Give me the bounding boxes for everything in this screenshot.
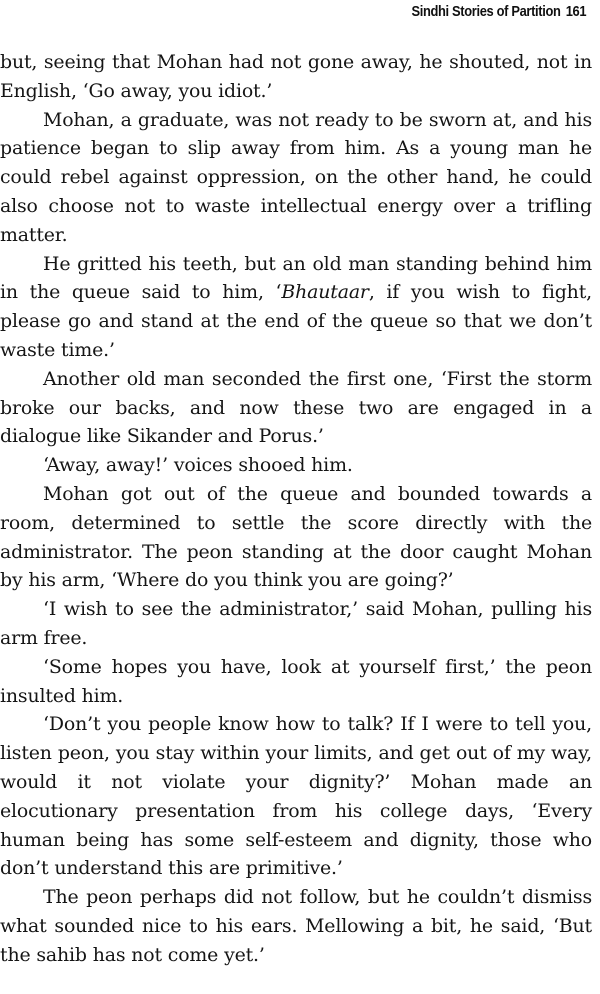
body-text (0, 48, 592, 970)
paragraph-text: The peon perhaps did not follow, but he couldn’t dismiss what sounded nice to his ears. Mellowing a bit, he said, ‘But the sahib has not come yet.’ (0, 886, 592, 966)
paragraph-8 (0, 653, 592, 711)
paragraph-text: but, seeing that Mohan had not gone away, he shouted, not in English, ‘Go away, you idiot.’ (0, 51, 592, 102)
paragraph-text: ‘Don’t you people know how to talk? If I were to tell you, listen peon, you stay within your limits, and get out of my way, would it not violate your dignity?’ Mohan made an elocutionary presentation from his college days, ‘Every human being has some self-esteem and dignity, those who don’t understand this are primitive.’ (0, 713, 592, 880)
paragraph-text: ‘Away, away!’ voices shooed him. (43, 454, 353, 477)
paragraph-text: ‘I wish to see the administrator,’ said Mohan, pulling his arm free. (0, 598, 592, 649)
paragraph-6 (0, 480, 592, 595)
page-number: 161 (565, 3, 586, 20)
paragraph-2 (0, 106, 592, 250)
running-header (411, 3, 586, 20)
paragraph-text: Another old man seconded the first one, ‘First the storm broke our backs, and now these two are engaged in a dialogue like Sikander and Porus.’ (0, 367, 592, 448)
book-title: Sindhi Stories of Partition (411, 3, 561, 20)
paragraph-1 (0, 48, 592, 106)
paragraph-7 (0, 595, 592, 653)
paragraph-text: , if you wish to fight, please go and stand at the end of the queue so that we don’t waste time.’ (0, 281, 592, 361)
paragraph-3 (0, 250, 592, 365)
paragraph-4 (0, 365, 592, 451)
paragraph-10 (0, 883, 592, 969)
paragraph-text: ‘Some hopes you have, look at yourself first,’ the peon insulted him. (0, 655, 592, 707)
paragraph-text: He gritted his teeth, but an old man standing behind him in the queue said to him, ‘ (0, 252, 592, 304)
paragraph-text: Mohan got out of the queue and bounded towards a room, determined to settle the score directly with the administrator. The peon standing at the door caught Mohan by his arm, ‘Where do you think you are going?’ (0, 482, 592, 592)
italic-word-bhautaar: Bhautaar (281, 281, 369, 304)
paragraph-5 (0, 451, 592, 480)
paragraph-text: Mohan, a graduate, was not ready to be sworn at, and his patience began to slip away from him. As a young man he could rebel against oppression, on the other hand, he could also choose not to waste intellectual energy over a trifling matter. (0, 108, 592, 246)
paragraph-9 (0, 710, 592, 883)
